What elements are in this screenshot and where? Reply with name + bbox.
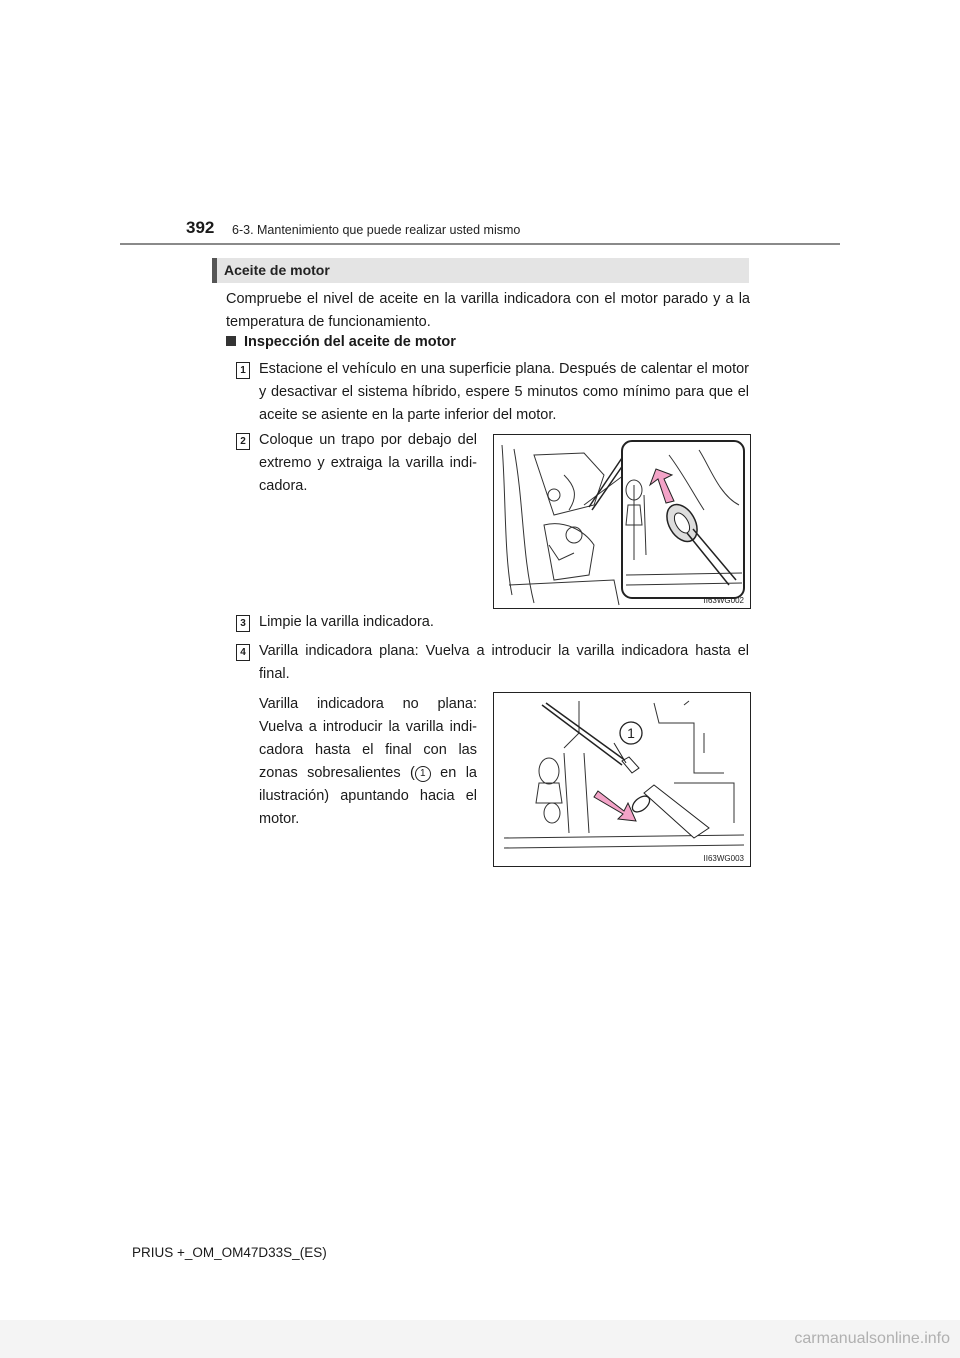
figure-callout-1: 1 xyxy=(627,725,635,741)
figure-dipstick xyxy=(493,692,751,867)
chapter-title: 6-3. Mantenimiento que puede realizar usted mismo xyxy=(232,223,521,237)
step-4-extra-after: en la ilustración) apuntando hacia el motor. xyxy=(259,765,477,827)
figure-code: II63WG003 xyxy=(703,854,744,863)
square-bullet-icon xyxy=(226,336,236,346)
step-3-text: Limpie la varilla indicadora. xyxy=(259,614,434,630)
footer-model-code: PRIUS +_OM_OM47D33S_(ES) xyxy=(132,1245,327,1260)
section-bar xyxy=(212,258,749,283)
step-2-text: Coloque un trapo por debajo del extremo y extraiga la varilla indi-cadora. xyxy=(259,432,477,494)
step-4-text: Varilla indicadora plana: Vuelva a introducir la varilla indicadora hasta el final. xyxy=(259,643,749,682)
dipstick-illustration xyxy=(494,693,750,866)
section-title: Aceite de motor xyxy=(224,262,330,278)
step-1-text: Estacione el vehículo en una superficie plana. Después de calentar el motor y desactivar el sistema híbrido, espere 5 minutos como mínimo para que el aceite se asiente en la parte inferior del motor. xyxy=(259,361,749,423)
watermark-text: carmanualsonline.info xyxy=(794,1330,950,1347)
step-4-extra-text xyxy=(259,693,477,831)
page-number: 392 xyxy=(186,218,215,237)
step-number-2: 2 xyxy=(236,433,250,450)
figure-engine-bay xyxy=(493,434,751,609)
intro-paragraph: Compruebe el nivel de aceite en la varilla indicadora con el motor parado y a la temperatura de funcionamiento. xyxy=(226,291,750,330)
step-4-extra-before: Varilla indicadora no plana: Vuelva a introducir la varilla indi-cadora hasta el final con las zonas sobresalientes ( xyxy=(259,696,477,781)
step-number-4: 4 xyxy=(236,644,250,661)
watermark-bar xyxy=(0,1320,960,1358)
engine-bay-illustration xyxy=(494,435,750,608)
callout-1-inline: 1 xyxy=(415,766,431,782)
figure-code: II63WG002 xyxy=(703,596,744,605)
step-number-1: 1 xyxy=(236,362,250,379)
subheading xyxy=(226,334,456,350)
step-number-3: 3 xyxy=(236,615,250,632)
subheading-text: Inspección del aceite de motor xyxy=(244,334,456,350)
section-accent xyxy=(212,258,217,283)
header-rule xyxy=(120,243,840,245)
